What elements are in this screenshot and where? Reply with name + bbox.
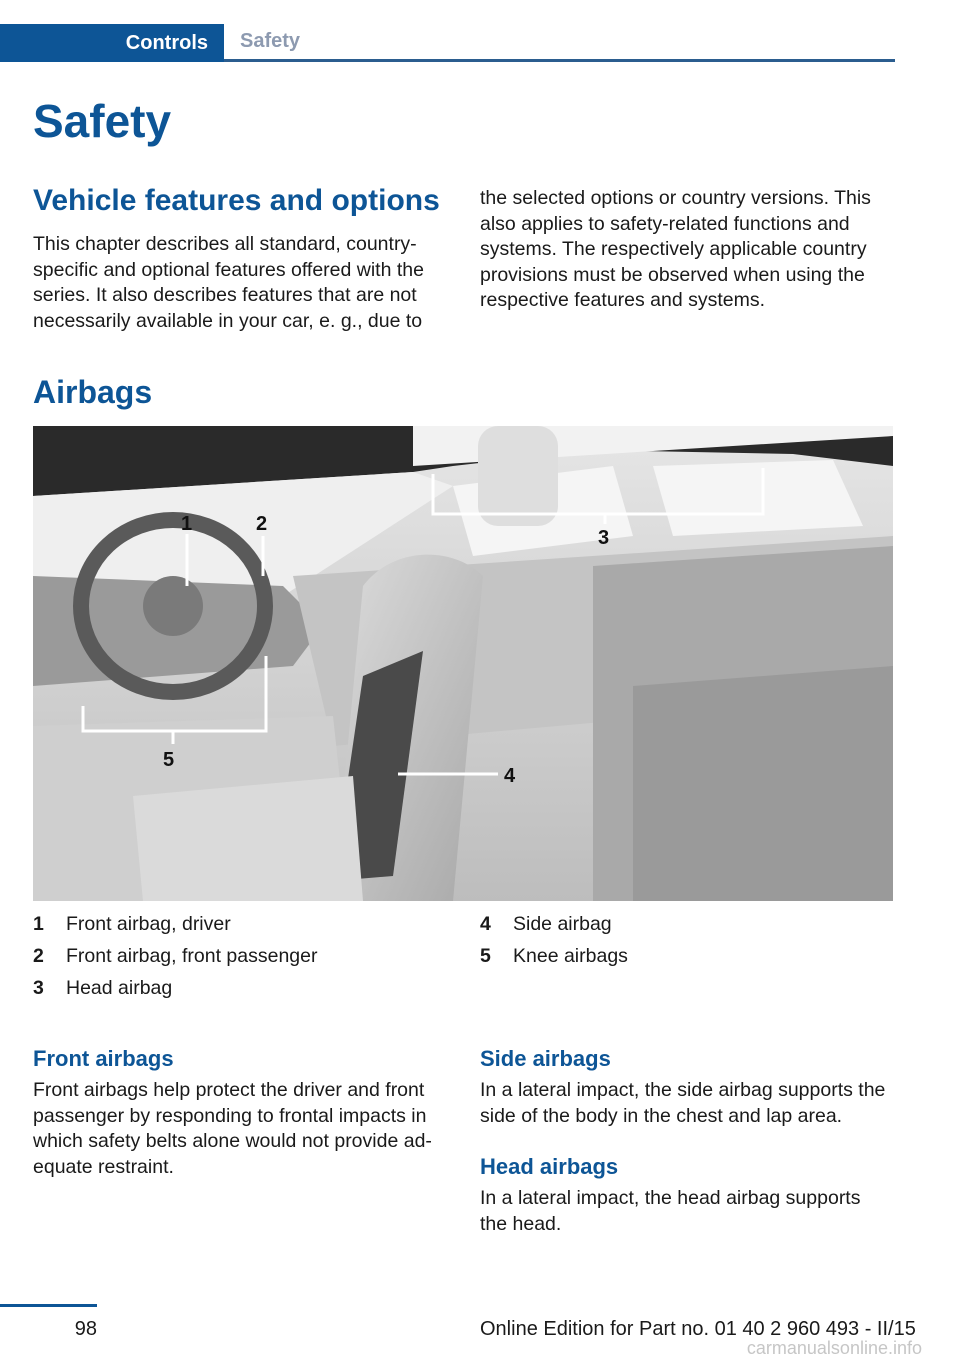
- legend-item: [33, 977, 317, 1009]
- legend-label: Head airbag: [66, 977, 173, 999]
- legend-label: Knee airbags: [513, 945, 628, 967]
- front-airbags-text: Front airbags help protect the driver and front passenger by responding to frontal impacts in which safety belts alone would not provide ad‐equate restraint.: [33, 1079, 432, 1178]
- intro-text-right: the selected options or country versions. This also applies to safety-related functions and systems. The respectively applicable country provisions must be observed when using the respective features and systems.: [480, 187, 871, 311]
- head-airbags-title: Head airbags: [480, 1154, 619, 1179]
- legend-item: [480, 945, 628, 977]
- intro-text-left: This chapter describes all standard, country-specific and optional features offered with the series. It also describes features that are not necessarily available in your car, e. g., due to: [33, 233, 424, 332]
- front-airbags-title: Front airbags: [33, 1046, 174, 1071]
- edition-text: Online Edition for Part no. 01 40 2 960 493 - II/15: [480, 1318, 916, 1340]
- car-interior-illustration: [33, 426, 893, 901]
- side-airbags-title: Side airbags: [480, 1046, 611, 1071]
- callout-3: 3: [598, 527, 610, 549]
- head-airbags-section: [480, 1154, 892, 1237]
- side-airbags-section: [480, 1046, 892, 1129]
- tab-safety[interactable]: Safety: [240, 30, 301, 52]
- legend-label: Front airbag, driver: [66, 913, 231, 935]
- legend-number: 4: [480, 913, 491, 935]
- chapter-header: [0, 24, 895, 62]
- airbags-figure: [33, 426, 893, 901]
- front-airbags-section: [33, 1046, 443, 1180]
- head-airbags-text: In a lateral impact, the head airbag supports the head.: [480, 1187, 861, 1235]
- legend-left: [33, 913, 317, 1009]
- page-number: 98: [74, 1318, 97, 1340]
- legend-item: [33, 913, 317, 945]
- legend-right: [480, 913, 628, 977]
- callout-5: 5: [163, 749, 175, 771]
- legend-number: 5: [480, 945, 491, 967]
- page-title: Safety: [33, 95, 172, 147]
- airbags-title: Airbags: [33, 374, 153, 410]
- watermark: carmanualsonline.info: [746, 1338, 922, 1358]
- callout-1: 1: [181, 513, 193, 535]
- legend-item: [33, 945, 317, 977]
- side-airbags-text: In a lateral impact, the side airbag supports the side of the body in the chest and lap area.: [480, 1079, 886, 1127]
- legend-number: 1: [33, 913, 44, 935]
- legend-item: [480, 913, 628, 945]
- legend-number: 3: [33, 977, 44, 999]
- legend-number: 2: [33, 945, 44, 967]
- legend-label: Front airbag, front passenger: [66, 945, 318, 967]
- callout-4: 4: [504, 765, 516, 787]
- section-title: Vehicle features and options: [33, 184, 440, 217]
- header-rule: [224, 59, 895, 62]
- callout-2: 2: [256, 513, 268, 535]
- footer-rule: [0, 1304, 97, 1307]
- tab-controls[interactable]: Controls: [0, 24, 224, 62]
- legend-label: Side airbag: [513, 913, 612, 935]
